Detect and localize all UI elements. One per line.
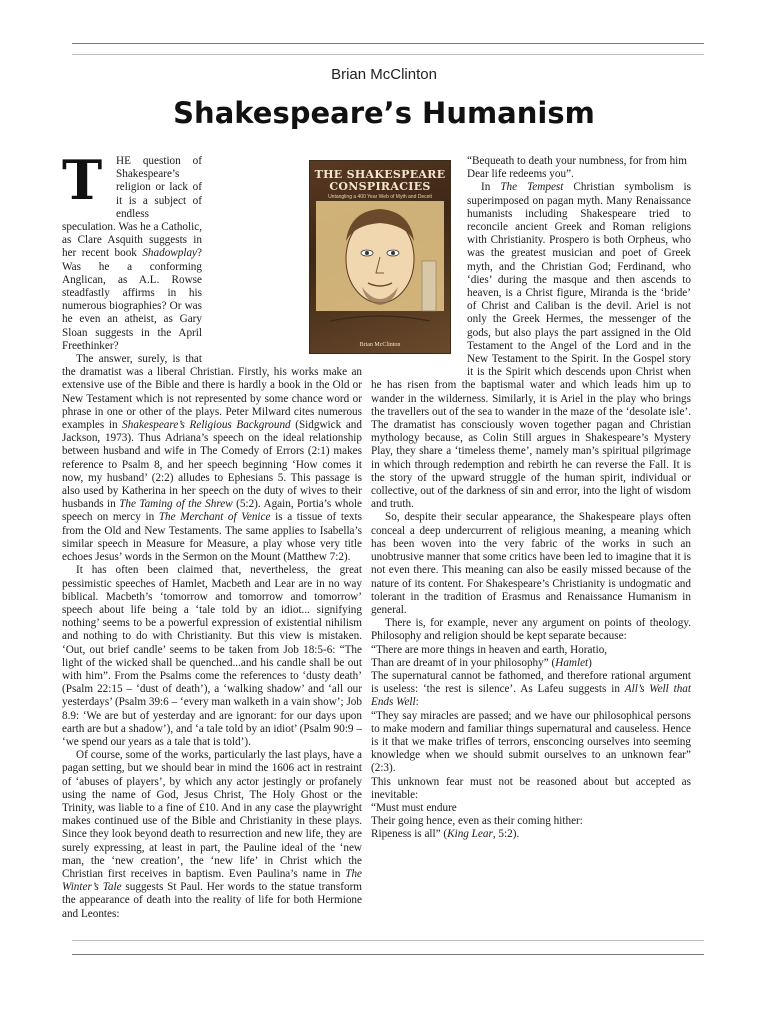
book-cover-author: Brian McClinton — [359, 342, 401, 348]
quote-4: “Must must endure Their going hence, even as their coming hither: Ripeness is all” (King Lear, 5:2). — [371, 801, 583, 841]
paragraph-9: This unknown fear must not be reasoned about but accepted as inevitable: — [371, 775, 691, 801]
book-cover-title: THE SHAKESPEARE CONSPIRACIES — [314, 168, 446, 193]
portrait-illustration — [310, 161, 450, 353]
paragraph-8: The supernatural cannot be fathomed, and therefore rational argument is useless: ‘the rest is silence’. As Lafeu suggests in All’s Well that Ends Well: — [371, 669, 691, 709]
paragraph-3: It has often been claimed that, nevertheless, the great pessimistic speeches of Hamlet, Macbeth and Lear are in no way biblical. Macbeth’s ‘tomorrow and tomorrow and tomorrow’ speech about life being a ‘tale told by an idiot... signifying nothing’ seems to be a powerful expression of existential nihilism and nothing to do with Christianity. But this view is mistaken. ‘Out, out brief candle’ seems to be taken from Job 18:5-6: “The light of the wicked shall be quenched...and his candle shall be out with him”. From the Psalms come the references to ‘dusty death’ (Psalm 22:15 – ‘dust of death’), a ‘walking shadow’ and ‘all our yesterdays’ (Psalm 39:6 – ‘every man walketh in a vain show’; Job 8.9: ‘We are but of yesterday and are ignorant: for our days upon earth are but a shadow’), and ‘a tale told by an idiot’ (Psalm 90:9 – ‘we spend our years as a tale that is told’). — [62, 564, 362, 748]
bottom-rule — [72, 954, 704, 955]
article-title: Shakespeare’s Humanism — [173, 96, 595, 130]
book-cover-image — [309, 160, 451, 354]
author-name: Brian McClinton — [331, 66, 437, 83]
book-cover-subtitle: Untangling a 400 Year Web of Myth and Deceit — [328, 194, 432, 200]
paragraph-6: So, despite their secular appearance, the Shakespeare plays often conceal a deep undercurrent of religious meaning, a meaning which has been woven into the very fabric of the works in such an unobtrusive manner that some critics have been led to imagine that it is not even there. This meaning can also be easily missed because of the nature of its content. For Shakespeare’s Christianity is undogmatic and tolerant in the tradition of Erasmus and Renaissance Humanism in general. — [371, 511, 691, 616]
drop-cap: T — [62, 155, 103, 212]
quote-1: “Bequeath to death your numbness, for from him Dear life redeems you”. — [467, 155, 687, 181]
top-rule-thin — [72, 54, 704, 55]
paragraph-1: T HE question of Shakespeare’s religion or lack of it is a subject of endless speculation. Was he a Catholic, as Clare Asquith suggests in her recent book Shadowplay? Was he a conforming Anglican, as A.L. Rowse steadfastly affirms in his numerous biographies? Or was he even an atheist, as Gary Sloan suggests in the April Freethinker? — [62, 155, 202, 352]
quote-2: “There are more things in heaven and earth, Horatio, Than are dreamt of in your philosophy” (Hamlet) — [371, 643, 608, 669]
quote-3: “They say miracles are passed; and we have our philosophical persons to make modern and familiar things supernatural and causeless. Hence is it that we make trifles of terrors, ensconcing ourselves into seeming knowledge when we should submit ourselves to an unknown fear” (2:3). — [371, 709, 691, 775]
paragraph-2: The answer, surely, is that the dramatist was a liberal Christian. Firstly, his works make an extensive use of the Bible and there is hardly a book in the Old or New Testament which is not represented by some chance word or phrase in one or other of the plays. Peter Milward cites numerous examples in Shakespeare’s Religious Background (Sidgwick and Jackson, 1973). Thus Adriana’s speech on the ideal relationship between husband and wife in The Comedy of Errors (2:1) makes reference to Psalm 8, and her speech beginning ‘How comes it now, my husband’ (2:2) alludes to Ephesians 5. This passage is also used by Katherina in her speech on the duty of wives to their husbands in The Taming of the Shrew (5:2). Again, Portia’s whole speech on mercy in The Merchant of Venice is a tissue of texts from the Old and New Testaments. The same applies to Isabella’s similar speech in Measure for Measure, a play whose very title echoes Jesus’ words in the Sermon on the Mount (Matthew 7:2). — [62, 353, 362, 564]
bottom-rule-thin — [72, 940, 704, 941]
top-rule — [72, 43, 704, 44]
paragraph-5: In The Tempest Christian symbolism is superimposed on pagan myth. Many Renaissance humanists including Shakespeare tried to reconcile ancient Greek and Roman religions with Christianity. Prospero is both Orpheus, who was the greatest musician and poet of Greek myth, and the Christian God; Ferdinand, who ‘dies’ during the masque and then ascends to heaven, is a Christ figure, Miranda is the ‘bride’ of Christ and Caliban is the devil. Ariel is not only the Greek Hermes, the messenger of the gods, but also plays the part assigned in the Old Testament to the Angel of the Lord and in the New Testament to the Spirit. In the Gospel story it is the Spirit which descends upon Christ when he has risen from the baptismal water and which leads him up to wander in the wilderness. Similarly, it is Ariel in the play who brings the travellers out of the sea to wander in the maze of the ‘desolate isle’. The dramatist has consciously woven together pagan and Christian mythology because, as Colin Still argues in Shakespeare’s Mystery Play, they share a ‘timeless theme’, namely man’s spiritual pilgrimage in which through redemption and rebirth he can reverse the Fall. It is the story of the upward struggle of the human spirit, individual or collective, out of the darkness of sin and error, into the light of wisdom and truth. — [371, 181, 691, 511]
paragraph-7: There is, for example, never any argument on points of theology. Philosophy and religion should be kept separate because: — [371, 617, 691, 643]
paragraph-4: Of course, some of the works, particularly the last plays, have a pagan setting, but we should bear in mind the 1606 act in restraint of ‘abuses of players’, by which any actor jestingly or profanely using the name of God, Jesus Christ, The Holy Ghost or the Trinity, was liable to a fine of £10. And in any case the playwright makes continued use of the Bible and Christianity in these plays. Since they look beyond death to resurrection and new life, they are surely expressing, at least in part, the Pauline ideal of the ‘new man, the ‘new creation’, the ‘new life’ in Christ which the Christian first receives in baptism. Even Paulina’s name in The Winter’s Tale suggests St Paul. Her words to the statue transform the appearance of death into the reality of life for both Hermione and Leontes: — [62, 749, 362, 920]
